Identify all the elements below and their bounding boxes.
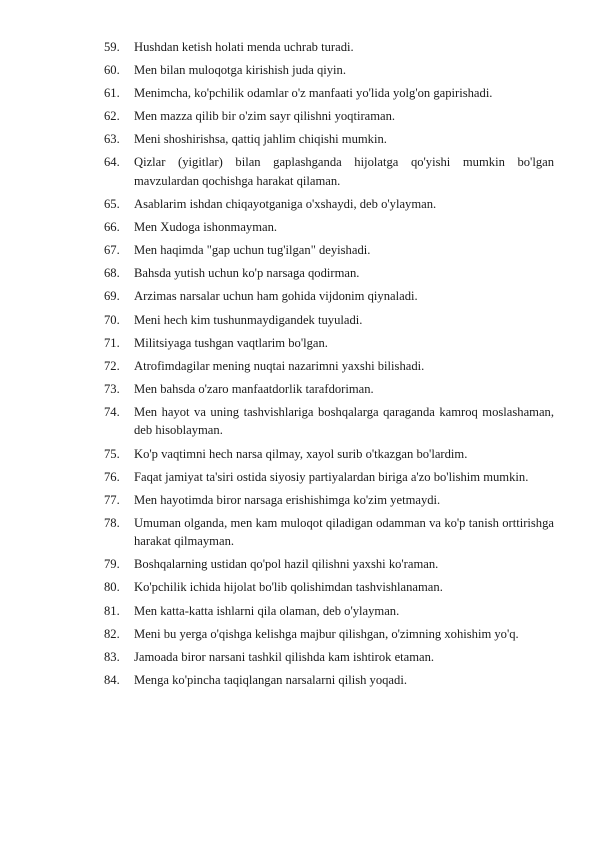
list-item: [104, 578, 554, 597]
item-text: Atrofimdagilar mening nuqtai nazarimni yaxshi bilishadi.: [134, 358, 425, 373]
list-item: [104, 445, 554, 464]
item-number: 75.: [104, 446, 120, 461]
item-number: 70.: [104, 312, 120, 327]
document-page: [104, 38, 554, 694]
list-item: [104, 334, 554, 353]
item-number: 69.: [104, 289, 120, 304]
item-number: 64.: [104, 155, 120, 170]
list-item: [104, 61, 554, 80]
item-text: Men Xudoga ishonmayman.: [134, 220, 278, 235]
item-number: 59.: [104, 40, 120, 54]
item-text: Militsiyaga tushgan vaqtlarim bo'lgan.: [134, 335, 328, 350]
item-text: Menga ko'pincha taqiqlangan narsalarni qilish yoqadi.: [134, 672, 407, 687]
list-item: [104, 107, 554, 126]
item-number: 66.: [104, 220, 120, 235]
item-text: Men mazza qilib bir o'zim sayr qilishni yoqtiraman.: [134, 109, 396, 124]
item-text: Meni shoshirishsa, qattiq jahlim chiqishi mumkin.: [134, 132, 387, 147]
item-number: 77.: [104, 492, 120, 507]
item-number: 76.: [104, 469, 120, 484]
item-number: 73.: [104, 381, 120, 396]
list-item: [104, 514, 554, 551]
list-item: [104, 555, 554, 574]
list-item: [104, 403, 554, 440]
item-number: 81.: [104, 603, 120, 618]
list-item: [104, 84, 554, 103]
item-number: 80.: [104, 580, 120, 595]
item-number: 84.: [104, 672, 120, 687]
list-item: [104, 671, 554, 690]
item-number: 60.: [104, 63, 120, 78]
item-number: 74.: [104, 404, 120, 419]
list-item: [104, 218, 554, 237]
item-text: Bahsda yutish uchun ko'p narsaga qodirman.: [134, 266, 360, 281]
item-text: Men katta-katta ishlarni qila olaman, deb o'ylayman.: [134, 603, 400, 618]
item-text: Men bahsda o'zaro manfaatdorlik tarafdoriman.: [134, 381, 374, 396]
item-text: Menimcha, ko'pchilik odamlar o'z manfaati yo'lida yolg'on gapirishadi.: [134, 86, 493, 101]
item-number: 82.: [104, 626, 120, 641]
list-item: [104, 380, 554, 399]
list-item: [104, 287, 554, 306]
list-item: [104, 491, 554, 510]
item-text: Jamoada biror narsani tashkil qilishda kam ishtirok etaman.: [134, 649, 435, 664]
item-text: Men haqimda "gap uchun tug'ilgan" deyishadi.: [134, 243, 371, 258]
item-number: 68.: [104, 266, 120, 281]
list-item: [104, 241, 554, 260]
item-number: 78.: [104, 515, 120, 530]
list-item: [104, 153, 554, 190]
item-text: Arzimas narsalar uchun ham gohida vijdonim qiynaladi.: [134, 289, 418, 304]
list-item: [104, 468, 554, 487]
item-text: Asablarim ishdan chiqayotganiga o'xshaydi, deb o'ylayman.: [134, 197, 437, 212]
item-text: Umuman olganda, men kam muloqot qiladigan odamman va ko'p tanish orttirishga harakat qilmayman.: [134, 515, 554, 549]
list-item: [104, 357, 554, 376]
item-text: Hushdan ketish holati menda uchrab turadi.: [134, 40, 354, 54]
list-item: [104, 130, 554, 149]
item-text: Boshqalarning ustidan qo'pol hazil qilishni yaxshi ko'raman.: [134, 557, 439, 572]
list-item: [104, 311, 554, 330]
item-text: Qizlar (yigitlar) bilan gaplashganda hijolatga qo'yishi mumkin bo'lgan mavzulardan qochishga harakat qilaman.: [134, 155, 554, 188]
item-text: Ko'p vaqtimni hech narsa qilmay, xayol surib o'tkazgan bo'lardim.: [134, 446, 468, 461]
item-number: 61.: [104, 86, 120, 101]
list-item: [104, 648, 554, 667]
list-item: [104, 625, 554, 644]
list-item: [104, 602, 554, 621]
item-number: 79.: [104, 557, 120, 572]
item-number: 71.: [104, 335, 120, 350]
item-text: Men hayotimda biror narsaga erishishimga ko'zim yetmaydi.: [134, 492, 441, 507]
list-item: [104, 38, 554, 57]
item-text: Men hayot va uning tashvishlariga boshqalarga qaraganda kamroq moslashaman, deb hisoblayman.: [134, 404, 554, 438]
item-number: 83.: [104, 649, 120, 664]
item-text: Ko'pchilik ichida hijolat bo'lib qolishimdan tashvishlanaman.: [134, 580, 443, 595]
item-text: Meni bu yerga o'qishga kelishga majbur qilishgan, o'zimning xohishim yo'q.: [134, 626, 519, 641]
list-item: [104, 195, 554, 214]
item-text: Meni hech kim tushunmaydigandek tuyuladi.: [134, 312, 363, 327]
item-number: 65.: [104, 197, 120, 212]
item-text: Men bilan muloqotga kirishish juda qiyin.: [134, 63, 346, 78]
item-number: 72.: [104, 358, 120, 373]
item-number: 67.: [104, 243, 120, 258]
item-number: 63.: [104, 132, 120, 147]
item-text: Faqat jamiyat ta'siri ostida siyosiy partiyalardan biriga a'zo bo'lishim mumkin.: [134, 469, 529, 484]
list-item: [104, 264, 554, 283]
item-number: 62.: [104, 109, 120, 124]
